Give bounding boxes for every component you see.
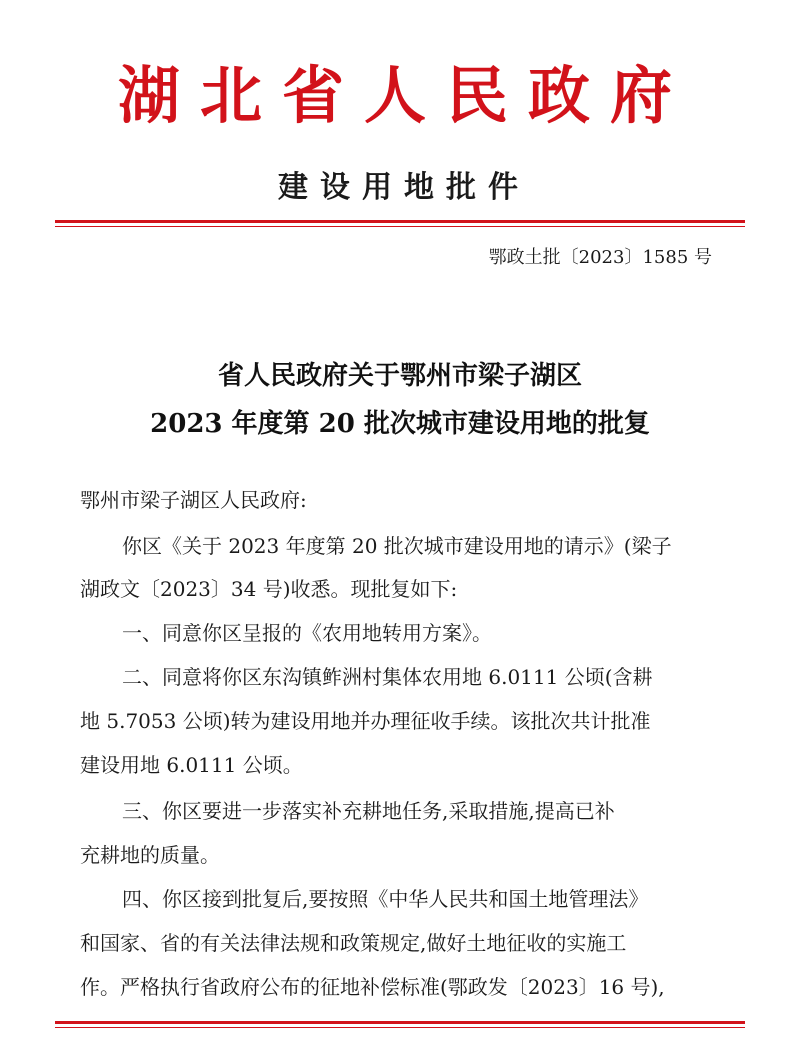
body-line: 建设用地 6.0111 公顷。 — [80, 753, 303, 777]
document-number: 鄂政土批〔2023〕1585 号 — [488, 247, 712, 268]
body-line: 地 5.7053 公顷)转为建设用地并办理征收手续。该批次共计批准 — [80, 709, 651, 733]
body-line: 四、你区接到批复后,要按照《中华人民共和国土地管理法》 — [122, 887, 649, 911]
body-line: 一、同意你区呈报的《农用地转用方案》。 — [122, 621, 492, 645]
body-line: 和国家、省的有关法律法规和政策规定,做好土地征收的实施工 — [80, 931, 627, 955]
document-title-line-1: 省人民政府关于鄂州市梁子湖区 — [217, 361, 582, 391]
document-title-line-2: 2023 年度第 20 批次城市建设用地的批复 — [150, 409, 650, 439]
body-line: 作。严格执行省政府公布的征地补偿标准(鄂政发〔2023〕16 号), — [80, 975, 665, 999]
header-rule-thin — [55, 226, 745, 227]
body-line: 湖政文〔2023〕34 号)收悉。现批复如下: — [80, 577, 458, 601]
body-line: 二、同意将你区东沟镇鲊洲村集体农用地 6.0111 公顷(含耕 — [122, 665, 653, 689]
body-line: 三、你区要进一步落实补充耕地任务,采取措施,提高已补 — [122, 799, 615, 823]
footer-rule-thick — [55, 1021, 745, 1024]
body-line: 充耕地的质量。 — [80, 843, 220, 867]
salutation: 鄂州市梁子湖区人民政府: — [80, 488, 307, 512]
document-type-heading: 建设用地批件 — [278, 170, 530, 205]
body-line: 你区《关于 2023 年度第 20 批次城市建设用地的请示》(梁子 — [122, 534, 672, 558]
header-rule-thick — [55, 220, 745, 223]
footer-rule-thin — [55, 1027, 745, 1028]
issuer-masthead: 湖北省人民政府 — [117, 59, 692, 132]
